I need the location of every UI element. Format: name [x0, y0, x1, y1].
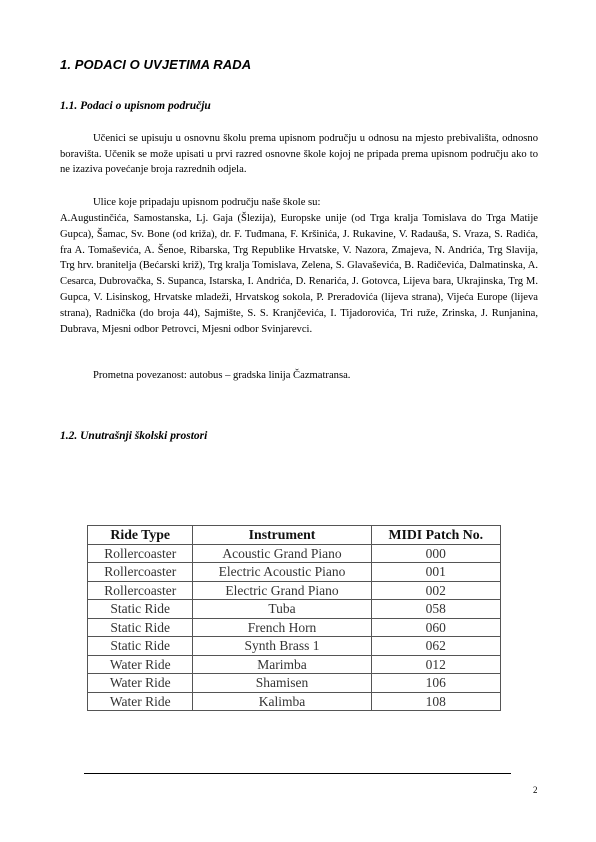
table-row	[88, 544, 501, 563]
streets-intro: Ulice koje pripadaju upisnom području naše škole su:	[93, 197, 321, 208]
cell-ride-type: Static Ride	[88, 637, 193, 656]
cell-patch: 060	[371, 618, 500, 637]
cell-patch: 012	[371, 655, 500, 674]
cell-instrument: Tuba	[193, 600, 371, 619]
table-row	[88, 563, 501, 582]
midi-patch-table	[87, 525, 501, 711]
cell-patch: 000	[371, 544, 500, 563]
cell-instrument: French Horn	[193, 618, 371, 637]
cell-patch: 058	[371, 600, 500, 619]
enrollment-paragraph: Učenici se upisuju u osnovnu školu prema upisnom području u odnosu na mjesto prebivališta, odnosno boravišta. Učenik se može upisati u prvi razred osnovne škole kojoj ne pripada prema upisnom području ako to ne izaziva povećanje broja razrednih odjela.	[60, 133, 538, 176]
cell-instrument: Marimba	[193, 655, 371, 674]
cell-instrument: Shamisen	[193, 674, 371, 693]
cell-ride-type: Rollercoaster	[88, 563, 193, 582]
cell-ride-type: Static Ride	[88, 618, 193, 637]
cell-ride-type: Water Ride	[88, 674, 193, 693]
cell-instrument: Electric Acoustic Piano	[193, 563, 371, 582]
streets-list: A.Augustinčića, Samostanska, Lj. Gaja (Šlezija), Europske unije (od Trga kralja Tomislava do Trga Matije Gupca), Šamac, Sv. Bone (od križa), dr. F. Tuđmana, F. Kršinića, J. Rukavine, V. Radauša, S. Vraza, S. Radića, fra A. Tomaševića, A. Šenoe, Ribarska, Trg Republike Hrvatske, V. Nazora, Zmajeva, N. Andrića, Trg Slavija, Trg hrv. branitelja (Bećarski križ), Trg kralja Tomislava, Zelena, S. Glavaševića, B. Radičevića, Dalmatinska, A. Cesarca, Dubrovačka, S. Supanca, Istarska, I. Andrića, D. Renarića, J. Gotovca, Lijeva bara, Ukrajinska, Trg M. Gupca, V. Lisinskog, Hrvatske mladeži, Hrvatskog sokola, P. Preradovića (lijeva strana), Vijeća Europe (lijeva strana), Radnička (do broja 44), Sajmište, S. S. Kranjčevića, I. Tijadorovića, Tri ruže, Zrinska, J. Runjanina, Dubrava, Mjesni odbor Petrovci, Mjesni odbor Svinjarevci.	[60, 213, 538, 335]
table-row	[88, 581, 501, 600]
footer-divider	[84, 773, 511, 774]
header-midi-patch: MIDI Patch No.	[371, 526, 500, 545]
transport-line: Prometna povezanost: autobus – gradska linija Čazmatransa.	[93, 370, 351, 381]
cell-instrument: Electric Grand Piano	[193, 581, 371, 600]
cell-ride-type: Water Ride	[88, 655, 193, 674]
table-row	[88, 618, 501, 637]
header-ride-type: Ride Type	[88, 526, 193, 545]
cell-patch: 062	[371, 637, 500, 656]
header-instrument: Instrument	[193, 526, 371, 545]
table-row	[88, 674, 501, 693]
cell-ride-type: Rollercoaster	[88, 581, 193, 600]
cell-patch: 002	[371, 581, 500, 600]
cell-instrument: Synth Brass 1	[193, 637, 371, 656]
cell-patch: 106	[371, 674, 500, 693]
cell-patch: 001	[371, 563, 500, 582]
table-row	[88, 655, 501, 674]
table-header-row	[88, 526, 501, 545]
table-row	[88, 637, 501, 656]
cell-ride-type: Water Ride	[88, 692, 193, 711]
cell-ride-type: Rollercoaster	[88, 544, 193, 563]
section-heading-1-2: 1.2. Unutrašnji školski prostori	[60, 430, 208, 442]
page-number: 2	[533, 785, 538, 795]
section-heading-1: 1. PODACI O UVJETIMA RADA	[60, 57, 252, 72]
cell-patch: 108	[371, 692, 500, 711]
section-heading-1-1: 1.1. Podaci o upisnom području	[60, 100, 211, 112]
table-row	[88, 600, 501, 619]
cell-ride-type: Static Ride	[88, 600, 193, 619]
cell-instrument: Acoustic Grand Piano	[193, 544, 371, 563]
cell-instrument: Kalimba	[193, 692, 371, 711]
table-row	[88, 692, 501, 711]
